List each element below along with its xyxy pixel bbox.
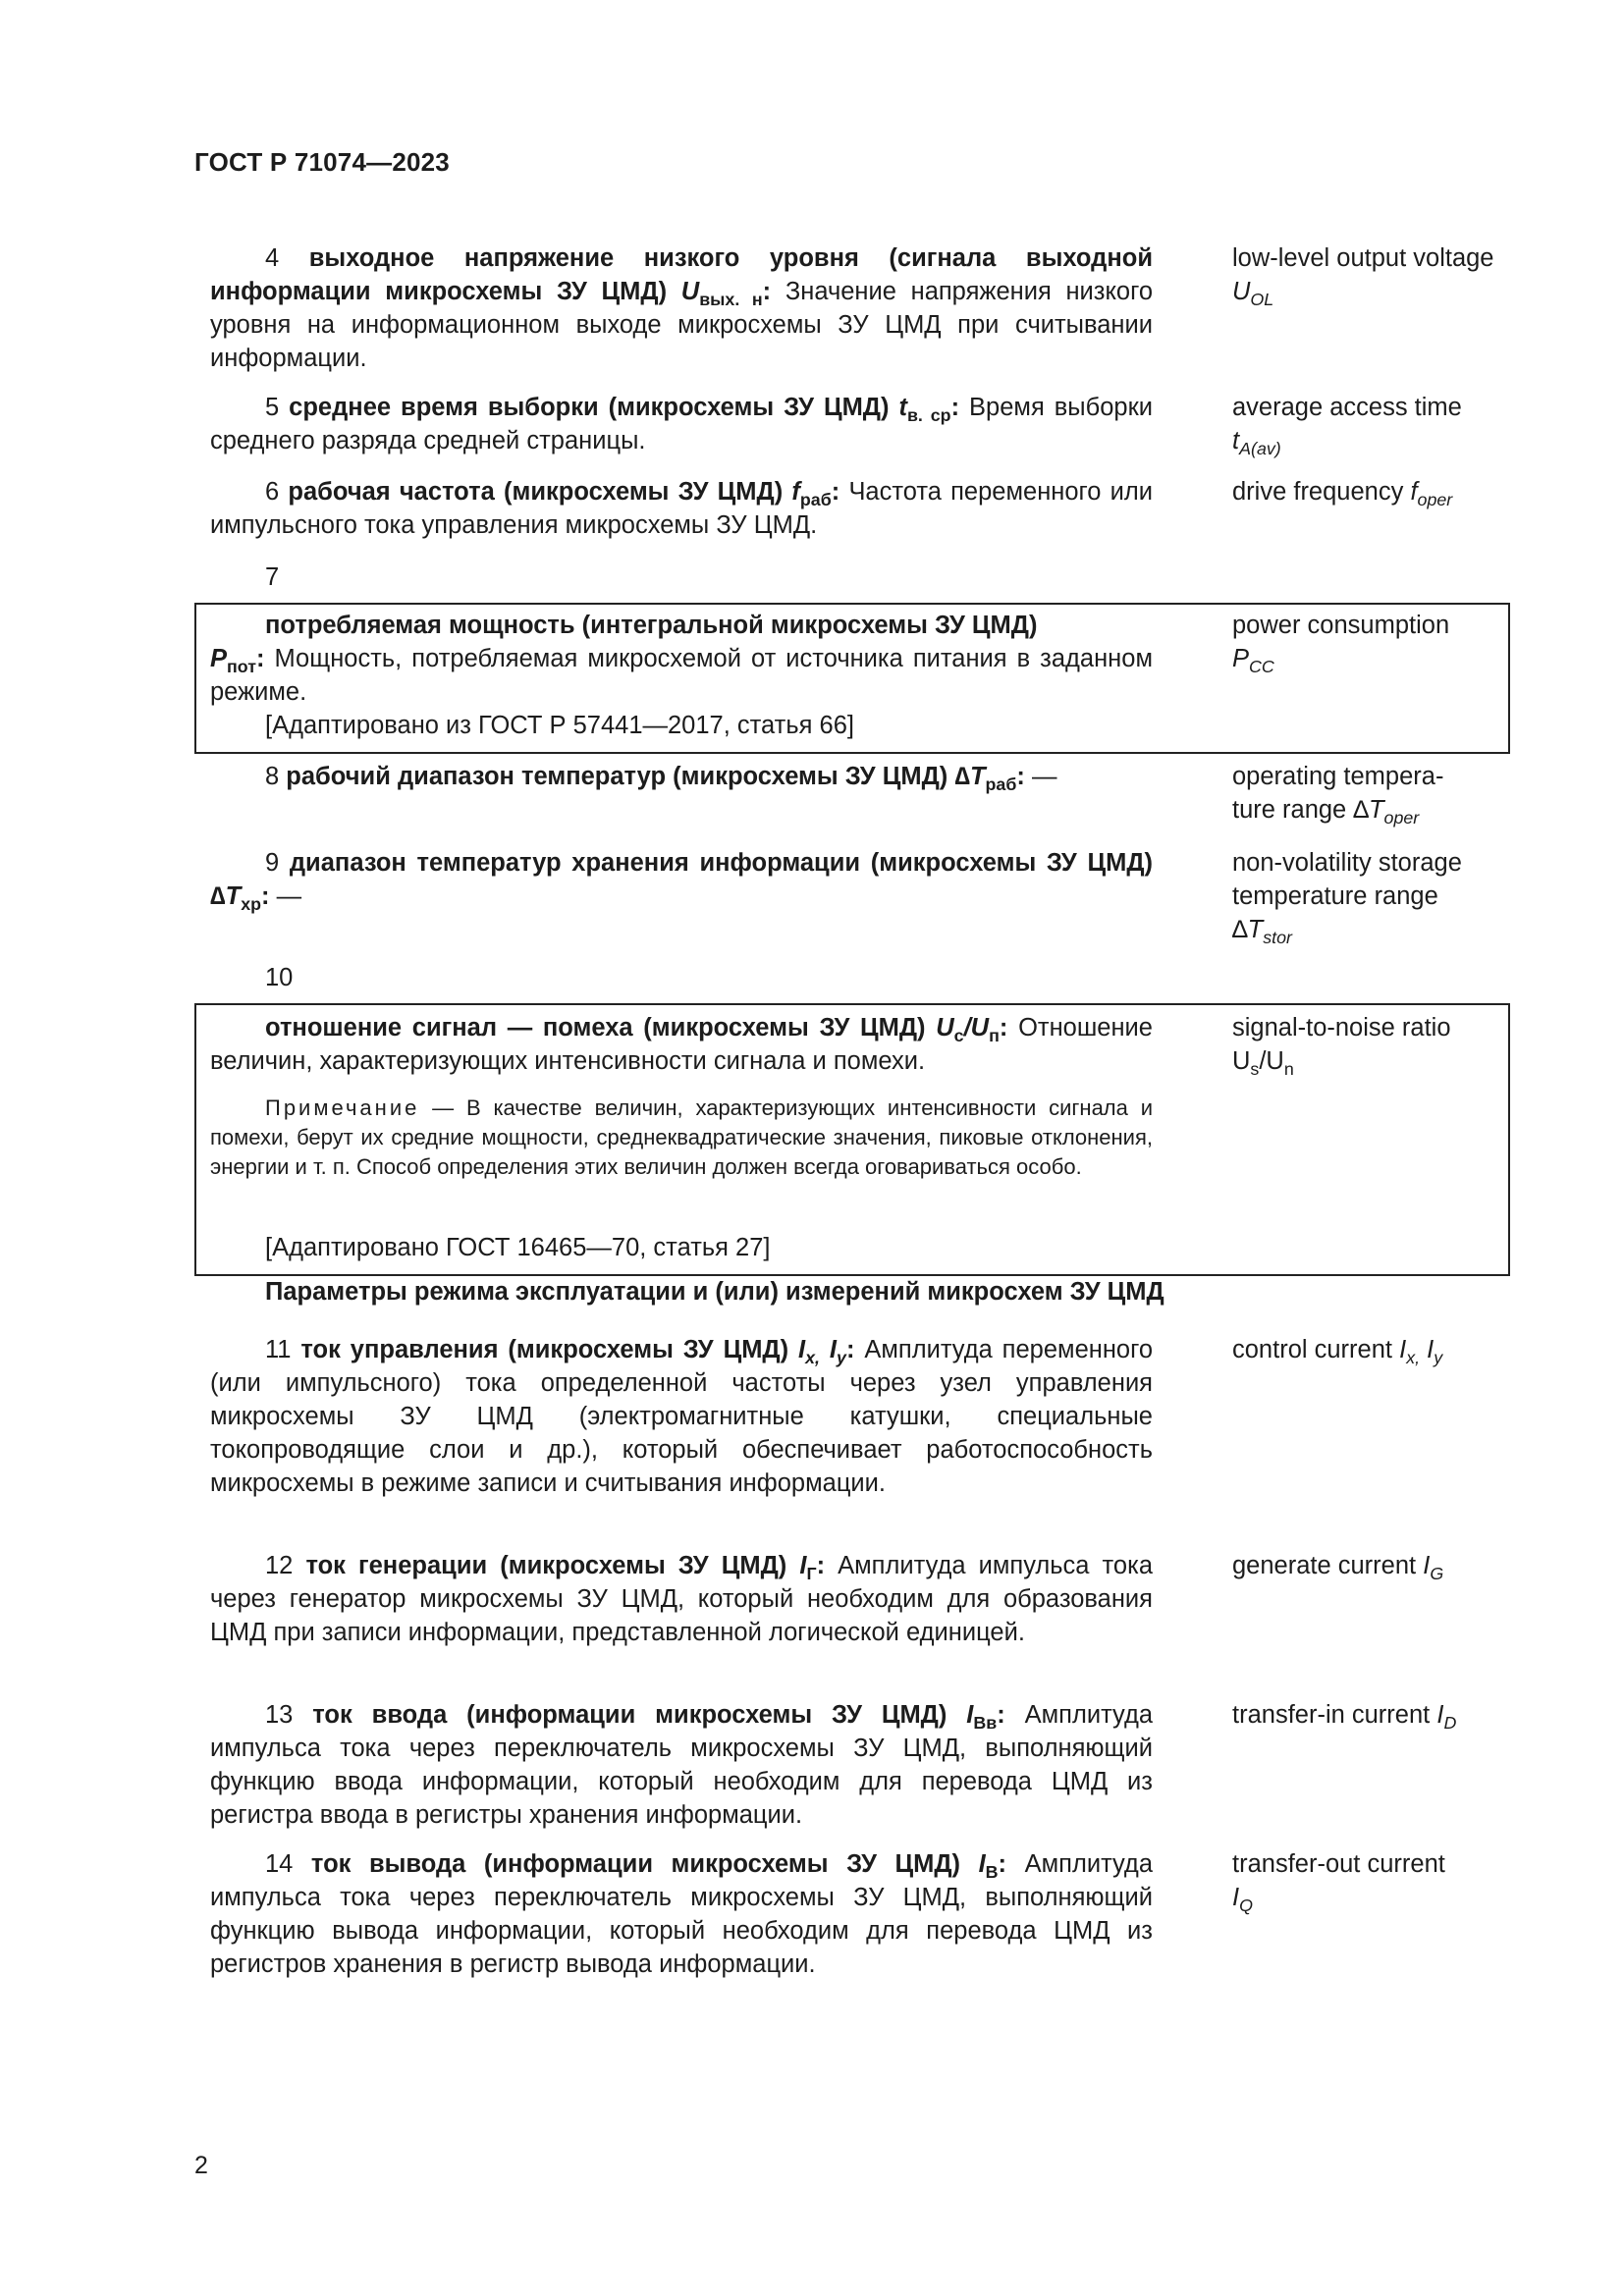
term-number: 5 [265, 394, 280, 421]
term-symbol: I [978, 1850, 986, 1878]
term-title: ток генерации (микросхемы ЗУ ЦМД) [305, 1552, 787, 1579]
term-symbol: T [969, 763, 986, 790]
term-symbol: t [898, 394, 907, 421]
term-title: ток ввода (информации микросхемы ЗУ ЦМД) [312, 1701, 947, 1729]
term-title: ток вывода (информации микросхемы ЗУ ЦМД) [310, 1850, 961, 1878]
term-english-8 [1232, 760, 1527, 827]
english-symbol-subscript: s [1250, 1059, 1260, 1080]
term-symbol: I [799, 1552, 807, 1579]
term-entry-9: 9 диапазон температур хранения информации (микросхемы ЗУ ЦМД) $\Delta T_{хр}$: — [210, 849, 1153, 915]
term-definition: Частота переменного или импульсного тока управления микросхемы ЗУ ЦМД. [210, 478, 1154, 539]
term-number-10: 10 [265, 964, 294, 991]
term-symbol-subscript: Вв [973, 1713, 998, 1734]
term-entry-13: 13 ток ввода (информации микросхемы ЗУ ЦМД) $I_{Вв}$: Амплитуда импульса тока через переключатель микросхемы ЗУ ЦМД, выполняющий функцию ввода информации, который необходим для перевода ЦМД из регистра ввода в регистры хранения информации. [210, 1701, 1154, 1829]
term-number: 13 [265, 1701, 294, 1729]
english-symbol: f [1410, 478, 1418, 506]
term-number-7: 7 [265, 563, 280, 591]
term-source-7: [Адаптировано из ГОСТ Р 57441—2017, статья 66] [265, 712, 854, 739]
term-english-12 [1232, 1549, 1527, 1582]
term-number: 11 [265, 1336, 292, 1363]
term-entry-6: 6 рабочая частота (микросхемы ЗУ ЦМД) $f_{раб}$: Частота переменного или импульсного тока управления микросхемы ЗУ ЦМД. [210, 478, 1154, 539]
term-symbol: U [936, 1014, 954, 1041]
english-term: transfer-out current [1232, 1850, 1445, 1878]
term-title: диапазон температур хранения информации (микросхемы ЗУ ЦМД) [289, 849, 1153, 877]
english-symbol: T [1247, 916, 1264, 943]
english-term-line1: non-volatility storage [1232, 849, 1462, 877]
note-text: — В качестве величин, характеризующих интенсивности сигнала и помехи, берут их средние мощности, среднеквадратические значения, пиковые отклонения, энергии и т. п. Способ определения этих величин должен всегда оговариваться особо. [210, 1095, 1153, 1179]
term-number: 8 [265, 763, 280, 790]
term-definition: Значение напряжения низкого уровня на информационном выходе микросхемы ЗУ ЦМД при считывании информации. [210, 278, 1154, 372]
delta-symbol: ∆ [210, 882, 226, 910]
term-entry-5: 5 среднее время выборки (микросхемы ЗУ ЦМД) $t_{в. ср}$: Время выборки среднего разряда средней страницы. [210, 394, 1153, 454]
term-entry-4: 4 выходное напряжение низкого уровня (сигнала выходной информации микросхемы ЗУ ЦМД) $U_{вых. н}$: Значение напряжения низкого уровня на информационном выходе микросхемы ЗУ ЦМД при считывании информации. [210, 244, 1154, 372]
english-term: generate current [1232, 1552, 1417, 1579]
term-definition: Амплитуда переменного (или импульсного) тока определенной частоты через узел управления микросхемы ЗУ ЦМД (электромагнитные катушки, специальные токопроводящие слои и др.), который обеспечивает работоспособность микросхемы в режиме записи и считывания информации. [210, 1336, 1154, 1497]
term-definition: Амплитуда импульса тока через переключатель микросхемы ЗУ ЦМД, выполняющий функцию ввода информации, который необходим для перевода ЦМД из регистра ввода в регистры хранения информации. [210, 1701, 1154, 1829]
term-symbol-subscript-2: y [837, 1348, 846, 1368]
term-number: 9 [265, 849, 280, 877]
english-symbol-subscript: Q [1239, 1896, 1253, 1916]
term-source-10: [Адаптировано ГОСТ 16465—70, статья 27] [265, 1234, 771, 1261]
delta-symbol: ∆ [1232, 916, 1248, 943]
english-term: power consumption [1232, 612, 1450, 639]
english-symbol-subscript: OL [1250, 290, 1274, 310]
document-header: ГОСТ Р 71074—2023 [194, 147, 450, 177]
english-term: control current [1232, 1336, 1392, 1363]
term-symbol: f [791, 478, 800, 506]
term-definition: — [1031, 763, 1057, 790]
english-symbol-subscript: A(av) [1239, 439, 1281, 459]
term-definition: Время выборки среднего разряда средней страницы. [210, 394, 1153, 454]
english-symbol: I [1423, 1552, 1431, 1579]
english-symbol: T [1368, 796, 1384, 824]
english-term-line2: ture range [1232, 796, 1347, 824]
page-number: 2 [194, 2152, 208, 2179]
term-definition: Амплитуда импульса тока через генератор микросхемы ЗУ ЦМД, который необходим для образования ЦМД при записи информации, представленной логической единицей. [210, 1552, 1154, 1646]
term-title: потребляемая мощность (интегральной микросхемы ЗУ ЦМД) [265, 612, 1038, 639]
english-symbol-subscript: stor [1263, 928, 1292, 948]
english-term-line2: temperature range [1232, 882, 1438, 910]
note-label: Примечание [265, 1095, 420, 1120]
term-symbol-subscript: Г [806, 1564, 817, 1584]
term-symbol-subscript-2: п [989, 1026, 1000, 1046]
term-title: рабочая частота (микросхемы ЗУ ЦМД) [288, 478, 784, 506]
english-term: transfer-in current [1232, 1701, 1431, 1729]
english-symbol: I [1436, 1701, 1444, 1729]
english-symbol-subscript: CC [1249, 657, 1274, 677]
term-symbol-subscript: раб [985, 774, 1017, 795]
term-symbol-2: /U [963, 1014, 990, 1041]
english-symbol-subscript: D [1443, 1713, 1457, 1734]
english-symbol-2: /U [1259, 1047, 1284, 1075]
term-entry-8: 8 рабочий диапазон температур (микросхемы ЗУ ЦМД) $\Delta T_{раб}$: — [265, 763, 1057, 795]
term-symbol-subscript: раб [799, 490, 832, 510]
term-entry-10: отношение сигнал — помеха (микросхемы ЗУ ЦМД) $U_с/U_п$: Отношение величин, характеризующих интенсивности сигнала и помехи. [210, 1014, 1153, 1075]
term-title: выходное напряжение низкого уровня (сигнала выходной информации микросхемы ЗУ ЦМД) [210, 244, 1153, 305]
english-symbol: U [1232, 1047, 1251, 1075]
term-symbol: P [210, 645, 228, 672]
term-symbol-subscript: вых. н [699, 290, 763, 310]
english-symbol-subscript: G [1430, 1564, 1444, 1584]
term-definition: — [276, 882, 302, 910]
term-number: 12 [265, 1552, 294, 1579]
english-symbol: P [1232, 645, 1250, 672]
english-symbol-subscript-2: n [1283, 1059, 1294, 1080]
term-symbol: T [225, 882, 242, 910]
english-symbol-subscript: oper [1417, 490, 1453, 510]
english-symbol: I [1399, 1336, 1407, 1363]
section-subheading: Параметры режима эксплуатации и (или) измерений микросхем ЗУ ЦМД [265, 1278, 1164, 1306]
term-title: отношение сигнал — помеха (микросхемы ЗУ ЦМД) [265, 1014, 926, 1041]
english-term-line1: operating tempera- [1232, 763, 1444, 790]
term-definition: Мощность, потребляемая микросхемой от источника питания в заданном режиме. [210, 645, 1153, 706]
english-term: signal-to-noise ratio [1232, 1014, 1451, 1041]
term-number: 4 [265, 244, 280, 272]
term-entry-7: потребляемая мощность (интегральной микросхемы ЗУ ЦМД) $P_{пот}$: Мощность, потребляемая микросхемой от источника питания в заданном режиме. [210, 612, 1153, 706]
english-symbol-subscript-2: y [1434, 1348, 1443, 1368]
term-english-14 [1232, 1847, 1527, 1914]
english-symbol: I [1232, 1884, 1240, 1911]
term-english-9 [1232, 846, 1527, 946]
delta-symbol: ∆ [954, 763, 970, 790]
term-note-10 [210, 1094, 1153, 1182]
term-english-5 [1232, 391, 1527, 457]
term-symbol: I [798, 1336, 806, 1363]
english-symbol: t [1232, 427, 1240, 454]
term-english-11 [1232, 1333, 1527, 1366]
term-definition: Отношение величин, характеризующих интенсивности сигнала и помехи. [210, 1014, 1153, 1075]
english-symbol-2: I [1420, 1336, 1435, 1363]
english-symbol-subscript: x, [1406, 1348, 1421, 1368]
term-english-6 [1232, 475, 1527, 508]
term-symbol-2: I [820, 1336, 838, 1363]
term-english-10 [1232, 1011, 1527, 1078]
term-entry-14: 14 ток вывода (информации микросхемы ЗУ ЦМД) $I_В$: Амплитуда импульса тока через переключатель микросхемы ЗУ ЦМД, выполняющий функцию вывода информации, который необходим для перевода ЦМД из регистров хранения в регистр вывода информации. [210, 1850, 1153, 1978]
term-symbol-subscript: с [953, 1026, 964, 1046]
term-title: ток управления (микросхемы ЗУ ЦМД) [300, 1336, 789, 1363]
term-title: рабочий диапазон температур (микросхемы ЗУ ЦМД) [286, 763, 948, 790]
english-term: drive frequency [1232, 478, 1404, 506]
term-symbol-subscript: В [985, 1862, 999, 1883]
delta-symbol: ∆ [1353, 796, 1369, 824]
english-term: average access time [1232, 394, 1462, 421]
term-symbol-subscript: x, [805, 1348, 821, 1368]
term-english-13 [1232, 1698, 1527, 1732]
term-entry-11: 11 ток управления (микросхемы ЗУ ЦМД) $I_{x,}$ $I_y$: Амплитуда переменного (или импульсного) тока определенной частоты через узел управления микросхемы ЗУ ЦМД (электромагнитные катушки, специальные токопроводящие слои и др.), который обеспечивает работоспособность микросхемы в режиме записи и считывания информации. [210, 1336, 1154, 1497]
term-entry-12: 12 ток генерации (микросхемы ЗУ ЦМД) $I_Г$: Амплитуда импульса тока через генератор микросхемы ЗУ ЦМД, который необходим для образования ЦМД при записи информации, представленной логической единицей. [210, 1552, 1154, 1646]
term-number: 14 [265, 1850, 294, 1878]
term-symbol: U [680, 278, 700, 305]
english-symbol-subscript: oper [1383, 808, 1420, 828]
term-symbol: I [966, 1701, 974, 1729]
term-definition: Амплитуда импульса тока через переключатель микросхемы ЗУ ЦМД, выполняющий функцию вывода информации, который необходим для перевода ЦМД из регистров хранения в регистр вывода информации. [210, 1850, 1153, 1978]
term-number: 6 [265, 478, 280, 506]
term-symbol-subscript: хр [241, 894, 262, 915]
term-title: среднее время выборки (микросхемы ЗУ ЦМД) [289, 394, 890, 421]
term-english-7 [1232, 609, 1527, 675]
english-term: low-level output voltage [1232, 244, 1494, 272]
term-english-4 [1232, 241, 1527, 308]
english-symbol: U [1232, 278, 1251, 305]
term-symbol-subscript: в. ср [906, 405, 951, 426]
term-symbol-subscript: пот [227, 657, 256, 677]
